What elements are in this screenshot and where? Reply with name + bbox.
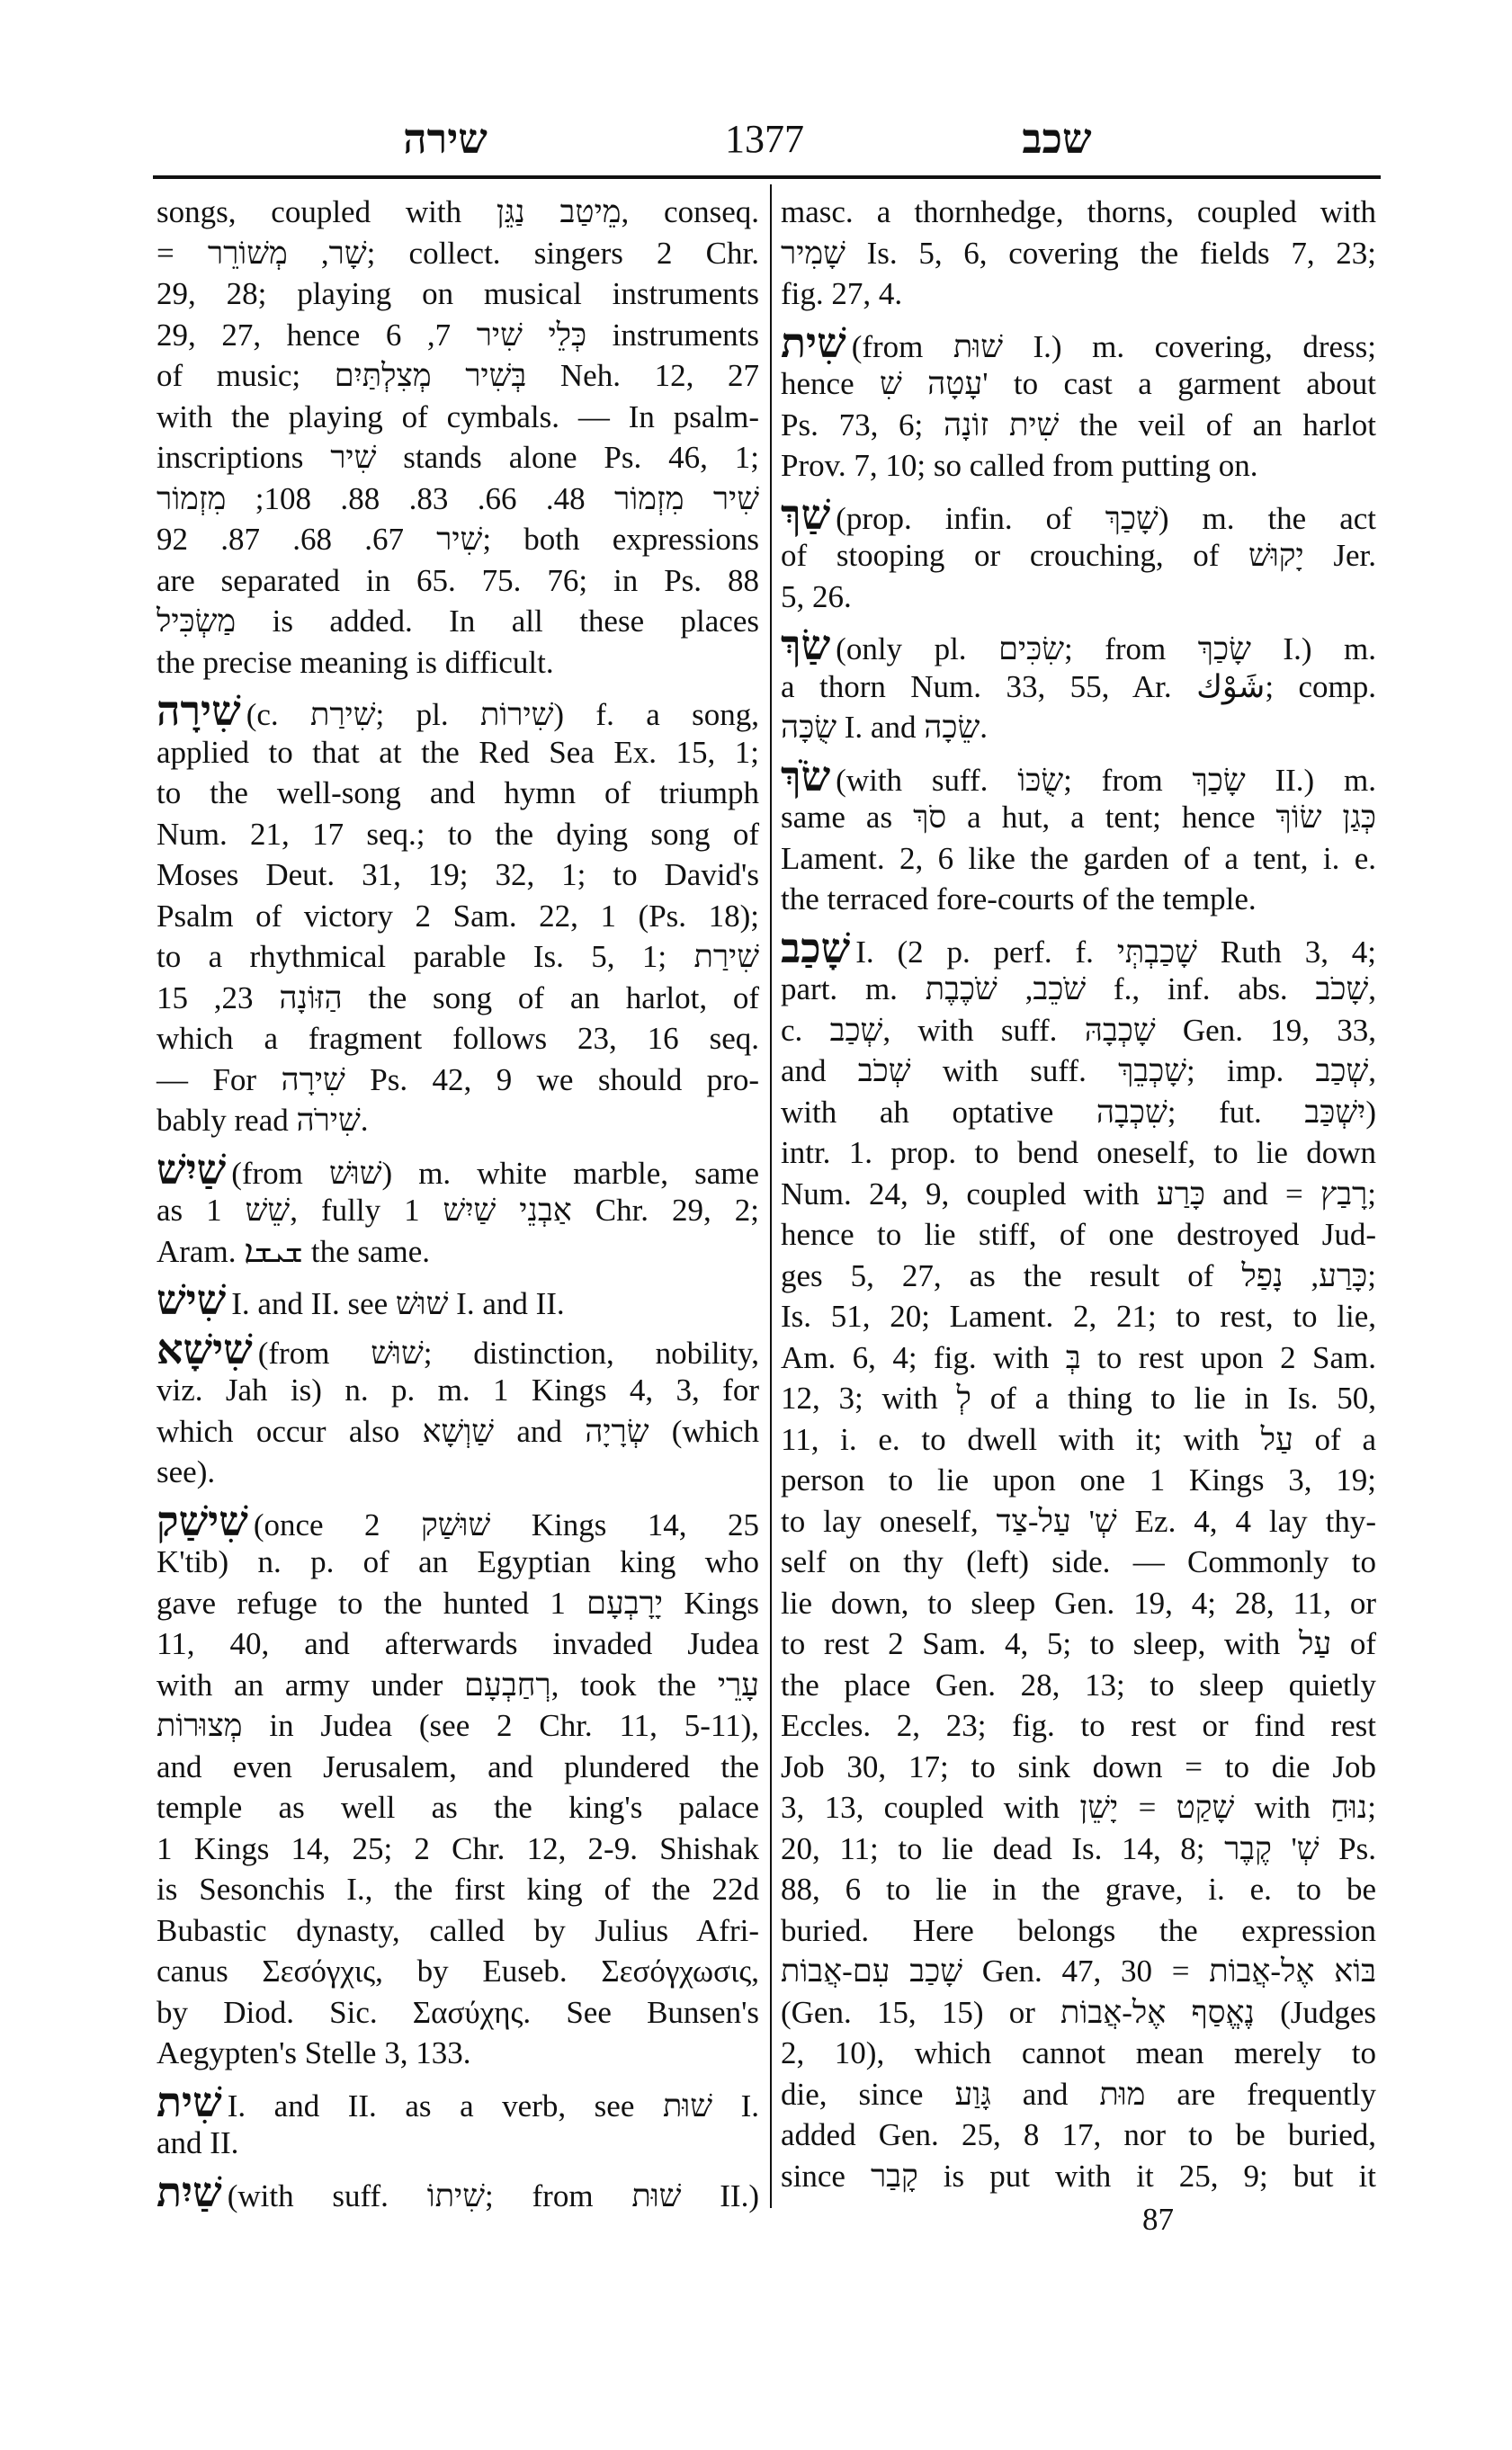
text-line <box>157 2123 759 2164</box>
line-text: person to lie upon one 1 Kings 3, 19; <box>781 1462 1376 1498</box>
line-text: Eccles. 2, 23; fig. to rest or find rest <box>781 1708 1376 1743</box>
line-text: Aegypten's Stelle 3, 133. <box>157 2035 471 2070</box>
line-text: הַזּוֹנָה 23, 15 the song of an harlot, of <box>157 979 760 1015</box>
entry-line <box>157 1277 759 1323</box>
text-line <box>157 1018 759 1060</box>
entry-line <box>781 925 1376 971</box>
line-text: (prop. infin. of שָׁכַךְ) m. the act <box>836 500 1376 536</box>
line-text: Num. 21, 17 seq.; to the dying song of <box>157 816 759 852</box>
text-line <box>781 1705 1376 1747</box>
line-text: the terraced fore-courts of the temple. <box>781 881 1257 917</box>
line-text: 5, 26. <box>781 578 852 614</box>
line-text: fig. 27, 4. <box>781 276 903 311</box>
text-line <box>157 1542 759 1583</box>
text-line <box>157 478 759 520</box>
entry-headword: שַׁךְ <box>781 491 831 538</box>
text-line <box>781 1910 1376 1952</box>
text-line <box>781 707 1376 748</box>
text-line <box>781 577 1376 618</box>
line-text: I. and II. as a verb, see שׁוּת I. <box>227 2088 759 2124</box>
entry-headword: שֹׂךְ <box>781 753 831 800</box>
line-text: with the playing of cymbals. — In psalm- <box>157 398 759 434</box>
text-line <box>157 732 759 773</box>
right-column <box>781 192 1376 2196</box>
text-line <box>157 814 759 855</box>
text-line <box>781 1419 1376 1461</box>
entry-headword: שִׁית <box>157 2079 222 2125</box>
line-text: songs, coupled with מֵיטַב נַגֵּן, conseq. <box>157 194 759 229</box>
text-line <box>781 1542 1376 1583</box>
line-text: canus Σεσόγχις, by Euseb. Σεσόγχωσις, <box>157 1954 759 1989</box>
line-text: is Sesonchis I., the first king of the 22d <box>157 1872 759 1907</box>
line-text: שִׁיר 67. 68. 87. 92; both expressions <box>157 522 760 557</box>
entry-line <box>157 1326 759 1373</box>
line-text: Moses Deut. 31, 19; 32, 1; to David's <box>157 857 759 892</box>
line-text: (from שׁוּשׁ; distinction, nobility, <box>257 1335 759 1371</box>
text-line <box>157 936 759 978</box>
line-text: temple as well as the king's palace <box>157 1790 759 1825</box>
text-line <box>781 192 1376 233</box>
text-line <box>781 535 1376 577</box>
text-line <box>157 560 759 602</box>
entry-line <box>781 622 1376 668</box>
line-text: Prov. 7, 10; so called from putting on. <box>781 448 1258 483</box>
text-line <box>781 1337 1376 1379</box>
text-line <box>157 1747 759 1788</box>
line-text: 11, i. e. to dwell with it; with עַל of a <box>781 1421 1376 1457</box>
line-text: K'tib) n. p. of an Egyptian king who <box>157 1544 759 1579</box>
entry-line <box>157 688 759 734</box>
line-text: (from שׁוּשׁ) m. white marble, same <box>231 1155 759 1191</box>
line-text: 29, 27, hence כְּלֵי שִׁיר 7, 6 instruments <box>157 317 760 353</box>
line-text: = שָׁר, מְשׁוֹרֵר; collect. singers 2 Chr. <box>157 235 759 271</box>
text-line <box>157 315 759 356</box>
line-text: gave refuge to the hunted יָרָבְעָם 1 Kings <box>157 1585 759 1621</box>
line-text: masc. a thornhedge, thorns, coupled with <box>781 194 1376 229</box>
text-line <box>781 273 1376 315</box>
text-line <box>157 1100 759 1141</box>
line-text: intr. 1. prop. to bend oneself, to lie down <box>781 1135 1376 1170</box>
text-line <box>781 1132 1376 1174</box>
line-text: are separated in 65. 75. 76; in Ps. 88 <box>157 562 759 598</box>
line-text: (once שׁוּשַׁק 2 Kings 14, 25 <box>253 1507 759 1542</box>
line-text: which a fragment follows 23, 16 seq. <box>157 1021 759 1056</box>
text-line <box>157 896 759 937</box>
line-text: with ah optative שִׁכְבָה; fut. יִשְׁכַּב) <box>781 1094 1376 1130</box>
text-line <box>157 519 759 560</box>
entry-headword: שִׁישַׁק <box>157 1498 248 1544</box>
line-text: as שֵׁשׁ 1, fully אַבְנֵי שַׁיִשׁ 1 Chr. 29, 2; <box>157 1193 760 1228</box>
line-text: see). <box>157 1454 216 1489</box>
text-line <box>781 1951 1376 1992</box>
text-line <box>157 1829 759 1870</box>
line-text: Job 30, 17; to sink down = to die Job <box>781 1748 1376 1784</box>
text-line <box>781 1051 1376 1092</box>
line-text: Num. 24, 9, coupled with כָּרַע and = רָבַץ; <box>781 1176 1376 1212</box>
entry-headword: שִׁית <box>781 319 846 366</box>
line-text: מְצוּרוֹת in Judea (see 2 Chr. 11, 5-11), <box>157 1708 759 1743</box>
text-line <box>157 1705 759 1747</box>
line-text: (with suff. שֻׂכּוֹ; from שָׂכַךְ II.) m. <box>836 762 1376 798</box>
text-line <box>157 1411 759 1453</box>
entry-line <box>781 753 1376 800</box>
line-text: Aram. ܫܝܫܐ the same. <box>157 1233 431 1269</box>
line-text: 20, 11; to lie dead Is. 14, 8; שְׁ' קֶבֶר Ps. <box>781 1830 1376 1866</box>
text-line <box>781 838 1376 880</box>
line-text: same as סֹךְ a hut, a tent; hence כְּגַן שׂוֹךְ <box>781 800 1377 835</box>
line-text: ges 5, 27, as the result of כָּרַע, נָפַל; <box>781 1257 1377 1293</box>
entry-headword: שִׁירָה <box>157 688 241 734</box>
line-text: 11, 40, and afterwards invaded Judea <box>157 1626 759 1661</box>
entry-line <box>157 2079 759 2125</box>
line-text: bably read שִׁירֹה. <box>157 1103 369 1138</box>
text-line <box>781 1256 1376 1297</box>
line-text: and II. <box>157 2125 239 2160</box>
text-line <box>781 363 1376 405</box>
text-line <box>157 1869 759 1910</box>
text-line <box>157 1190 759 1231</box>
line-text: (with suff. שִׁיתוֹ; from שׁוּת II.) <box>227 2177 759 2213</box>
line-text: to lay oneself, שְׁ' עַל-צַד Ez. 4, 4 lay thy- <box>781 1503 1376 1539</box>
text-line <box>781 666 1376 708</box>
text-line <box>157 854 759 896</box>
text-line <box>157 1665 759 1706</box>
line-text: of stooping or crouching, of יָקוּשׁ Jer. <box>781 538 1376 573</box>
line-text: a thorn Num. 33, 55, Ar. شَوْك; comp. <box>781 668 1377 704</box>
line-text: which occur also שַׁוְשָׁא and שְׂרָיָה (which <box>157 1413 759 1449</box>
text-line <box>157 1787 759 1829</box>
line-text: 3, 13, coupled with שָׁקַט = יָשֵׁן with נוּחַ; <box>781 1790 1376 1825</box>
text-line <box>781 969 1376 1010</box>
text-line <box>157 1060 759 1101</box>
text-line <box>781 1747 1376 1788</box>
line-text: c. שְׁכַב, with suff. שָׁכְבָהּ Gen. 19, 33, <box>781 1012 1377 1048</box>
line-text: (only pl. שִׂכִּים; from שָׂכַךְ I.) m. <box>836 631 1376 666</box>
line-text: 12, 3; with לְ of a thing to lie in Is. 50, <box>781 1381 1376 1416</box>
text-line <box>781 1869 1376 1910</box>
entry-line <box>781 319 1376 366</box>
line-text: 88, 6 to lie in the grave, i. e. to be <box>781 1872 1376 1907</box>
line-text: שִׁיר מִזְמוֹר 48. 66. 83. 88. 108; מִזְמוֹר <box>157 480 760 516</box>
line-text: Psalm of victory 2 Sam. 22, 1 (Ps. 18); <box>157 898 759 934</box>
line-text: to rest 2 Sam. 4, 5; to sleep, with עַל of <box>781 1626 1376 1661</box>
entry-headword: שַׁיִשׁ <box>157 1146 227 1193</box>
text-line <box>781 1787 1376 1829</box>
line-text: die, since גָּוַע and מוּת are frequently <box>781 2076 1376 2112</box>
line-text: 29, 28; playing on musical instruments <box>157 276 759 311</box>
line-text: 2, 10), which cannot mean merely to <box>781 2035 1376 2070</box>
text-line <box>781 797 1376 838</box>
line-text: שֻׂכָּה I. and שֵׂכָה. <box>781 710 989 745</box>
header-rule <box>153 175 1381 179</box>
text-line <box>157 1992 759 2034</box>
text-line <box>781 1092 1376 1133</box>
line-text: (from שׁוּת I.) m. covering, dress; <box>851 328 1376 364</box>
line-text: Am. 6, 4; fig. with בְּ to rest upon 2 Sam. <box>781 1339 1376 1375</box>
line-text: מַשְׂכִּיל is added. In all these places <box>157 604 759 639</box>
line-text: Bubastic dynasty, called by Julius Afri- <box>157 1912 759 1948</box>
line-text: and שְׁכֹב with suff. שָׁכְבֵךְ; imp. שְׁכַב, <box>781 1053 1376 1088</box>
entry-headword: שַׁיִת <box>157 2168 222 2215</box>
line-text: to the well-song and hymn of triumph <box>157 775 759 810</box>
text-line <box>157 1910 759 1952</box>
text-line <box>781 1501 1376 1542</box>
text-line <box>781 1460 1376 1501</box>
text-line <box>157 601 759 642</box>
line-text: the precise meaning is difficult. <box>157 644 554 680</box>
line-text: self on thy (left) side. — Commonly to <box>781 1544 1376 1579</box>
text-line <box>157 192 759 233</box>
line-text: שָׁמִיר Is. 5, 6, covering the fields 7, 23; <box>781 235 1376 271</box>
text-line <box>781 2115 1376 2156</box>
text-line <box>157 273 759 315</box>
line-text: (Gen. 15, 15) or נֶאֱסַף אֶל-אֲבוֹת (Judges <box>781 1994 1376 2030</box>
text-line <box>781 1378 1376 1419</box>
text-line <box>157 1951 759 1992</box>
line-text: hence to lie stiff, of one destroyed Jud- <box>781 1217 1376 1252</box>
text-line <box>157 1231 759 1273</box>
line-text: viz. Jah is) n. p. m. 1 Kings 4, 3, for <box>157 1373 759 1408</box>
line-text: — For שִׁירָה Ps. 42, 9 we should pro- <box>157 1061 759 1097</box>
text-line <box>157 437 759 478</box>
text-line <box>781 2033 1376 2074</box>
text-line <box>157 1370 759 1411</box>
text-line <box>157 1623 759 1665</box>
line-text: since קָבַר is put with it 25, 9; but it <box>781 2158 1377 2194</box>
line-text: 1 Kings 14, 25; 2 Chr. 12, 2-9. Shishak <box>157 1830 759 1866</box>
column-divider <box>770 184 772 2208</box>
text-line <box>781 2074 1376 2115</box>
text-line <box>781 1214 1376 1256</box>
text-line <box>157 233 759 274</box>
running-head-right: שכב <box>1022 116 1092 162</box>
line-text: lie down, to sleep Gen. 19, 4; 28, 11, or <box>781 1585 1376 1621</box>
text-line <box>781 879 1376 920</box>
text-line <box>781 1010 1376 1051</box>
entry-headword: שִׁישָׁא <box>157 1326 253 1373</box>
text-line <box>157 2033 759 2074</box>
text-line <box>157 1452 759 1493</box>
signature-mark: 87 <box>1142 2202 1174 2237</box>
line-text: I. (2 p. perf. f. שָׁכַבְתְּי Ruth 3, 4; <box>855 934 1376 970</box>
text-line <box>781 1829 1376 1870</box>
line-text: buried. Here belongs the expression <box>781 1912 1376 1948</box>
line-text: the place Gen. 28, 13; to sleep quietly <box>781 1667 1376 1703</box>
line-text: and even Jerusalem, and plundered the <box>157 1748 759 1784</box>
text-line <box>781 405 1376 446</box>
line-text: I. and II. see שׁוּשׁ I. and II. <box>231 1286 565 1321</box>
text-line <box>781 445 1376 487</box>
running-head-left: שירה <box>403 116 488 162</box>
text-line <box>781 1296 1376 1337</box>
entry-headword: שִׁישׁ <box>157 1277 227 1323</box>
line-text: by Diod. Sic. Σασύχης. See Bunsen's <box>157 1994 759 2030</box>
line-text: Lament. 2, 6 like the garden of a tent, i. e. <box>781 840 1376 876</box>
line-text: inscriptions שִׁיר stands alone Ps. 46, 1; <box>157 440 759 475</box>
line-text: Ps. 73, 6; שִׁית זוֹנָה the veil of an harlot <box>781 407 1377 443</box>
text-line <box>781 1665 1376 1706</box>
text-line <box>157 642 759 684</box>
entry-line <box>157 1498 759 1544</box>
entry-line <box>781 491 1376 538</box>
text-line <box>157 773 759 814</box>
text-line <box>781 1583 1376 1624</box>
text-line <box>157 355 759 397</box>
text-line <box>157 397 759 438</box>
line-text: part. m. שֹׁכֵב, שֹׁכֶבֶת f., inf. abs. שָׁכֹב, <box>781 971 1376 1006</box>
line-text: with an army under רְחַבְעָם, took the עָרֵי <box>157 1667 759 1703</box>
entry-line <box>157 1146 759 1193</box>
line-text: applied to that at the Red Sea Ex. 15, 1; <box>157 734 759 770</box>
text-line <box>781 233 1376 274</box>
line-text: Is. 51, 20; Lament. 2, 21; to rest, to lie, <box>781 1299 1376 1334</box>
entry-headword: שַׂךְ <box>781 622 831 668</box>
entry-line <box>157 2168 759 2215</box>
entry-headword: שָׁכַב <box>781 925 851 971</box>
text-line <box>157 978 759 1019</box>
line-text: שָׁכַב עִם-אֲבוֹת Gen. 47, 30 = בּוֹא אֶל-אֲבוֹת <box>781 1954 1376 1989</box>
line-text: (c. שִׁירַת; pl. שִׁירוֹת) f. a song, <box>246 697 759 732</box>
text-line <box>781 1174 1376 1215</box>
text-line <box>157 1583 759 1624</box>
line-text: hence עָטָה שִׁ' to cast a garment about <box>781 366 1376 401</box>
text-line <box>781 2156 1376 2197</box>
line-text: to a rhythmical parable Is. 5, 1; שִׁירַת <box>157 939 759 974</box>
page-number: 1377 <box>725 117 804 161</box>
line-text: added Gen. 25, 8 17, nor to be buried, <box>781 2117 1376 2152</box>
left-column <box>157 192 759 2213</box>
text-line <box>781 1623 1376 1665</box>
line-text: of music; בְּשִׁיר מְצִלְתַּיִם Neh. 12, 27 <box>157 358 760 393</box>
text-line <box>781 1992 1376 2034</box>
